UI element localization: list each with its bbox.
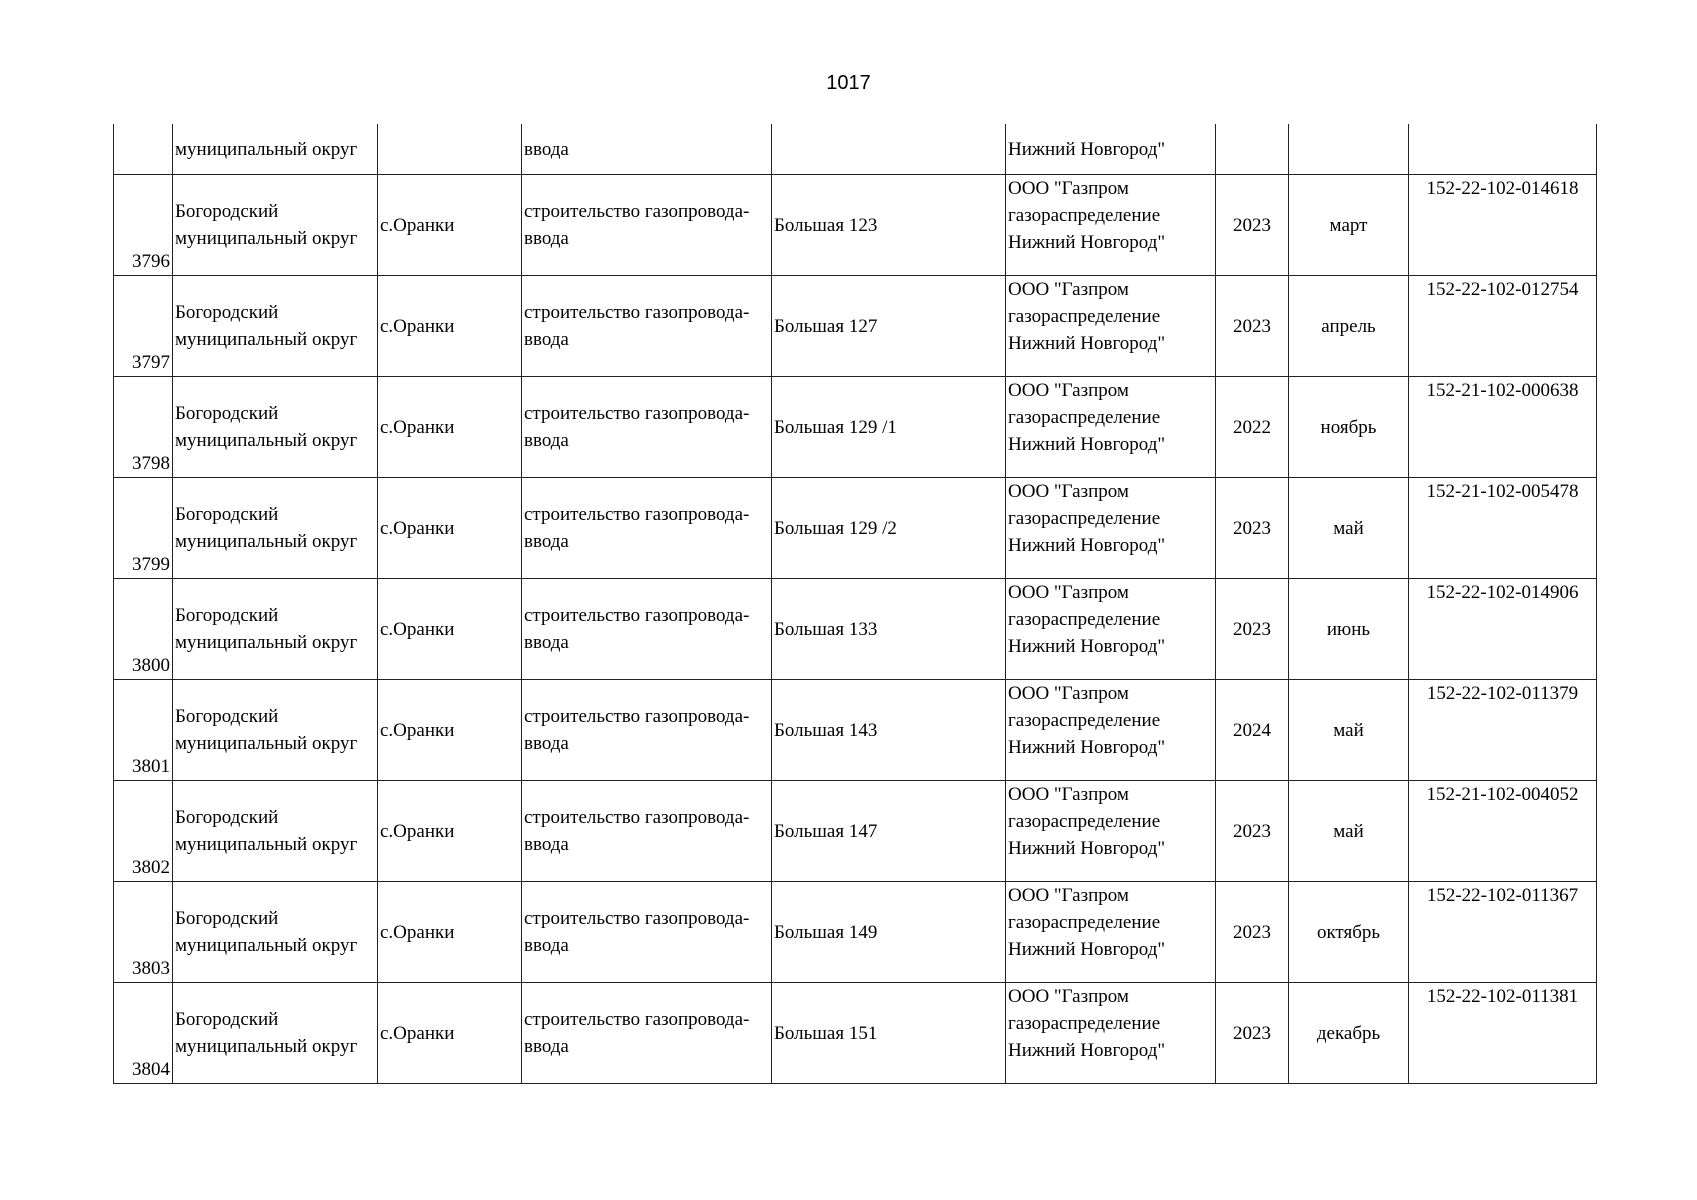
cell-locality: с.Оранки [378, 882, 522, 983]
cell-year [1216, 124, 1289, 175]
cell-address: Большая 151 [772, 983, 1006, 1084]
cell-month: июнь [1289, 579, 1409, 680]
cell-district-line: Богородский [175, 807, 279, 828]
cell-year: 2023 [1216, 781, 1289, 882]
cell-num: 3797 [114, 276, 173, 377]
cell-num: 3796 [114, 175, 173, 276]
cell-code: 152-22-102-011379 [1409, 680, 1597, 781]
cell-work [522, 175, 772, 276]
cell-district-line: муниципальный округ [175, 531, 358, 552]
cell-address: Большая 129 /1 [772, 377, 1006, 478]
cell-work [522, 882, 772, 983]
cell-work-line: ввода [524, 1036, 569, 1057]
cell-work-line: строительство газопровода- [524, 302, 750, 323]
cell-district [173, 579, 378, 680]
cell-district-line: муниципальный округ [175, 430, 358, 451]
cell-year: 2024 [1216, 680, 1289, 781]
cell-address: Большая 123 [772, 175, 1006, 276]
table-row [114, 781, 1597, 882]
cell-year: 2023 [1216, 579, 1289, 680]
cell-work-line: ввода [524, 733, 569, 754]
cell-year: 2023 [1216, 175, 1289, 276]
cell-month: май [1289, 478, 1409, 579]
cell-work-line: строительство газопровода- [524, 1009, 750, 1030]
table-row [114, 882, 1597, 983]
cell-month: декабрь [1289, 983, 1409, 1084]
cell-district-line: муниципальный округ [175, 935, 358, 956]
cell-district-line: Богородский [175, 605, 279, 626]
cell-org-line: газораспределение [1008, 811, 1161, 832]
cell-num: 3800 [114, 579, 173, 680]
cell-code: 152-21-102-000638 [1409, 377, 1597, 478]
cell-district [173, 680, 378, 781]
page-number: 1017 [826, 72, 871, 94]
cell-work-line: строительство газопровода- [524, 706, 750, 727]
cell-work-line: строительство газопровода- [524, 807, 750, 828]
cell-org [1006, 377, 1216, 478]
cell-district-line: муниципальный округ [175, 834, 358, 855]
cell-locality: с.Оранки [378, 377, 522, 478]
cell-district [173, 983, 378, 1084]
cell-org-line: ООО "Газпром [1008, 582, 1129, 603]
cell-work-line: ввода [524, 228, 569, 249]
cell-district: муниципальный округ [173, 124, 378, 175]
cell-org-line: ООО "Газпром [1008, 380, 1129, 401]
cell-district-line: муниципальный округ [175, 1036, 358, 1057]
cell-work-line: строительство газопровода- [524, 605, 750, 626]
cell-district [173, 478, 378, 579]
cell-address [772, 124, 1006, 175]
cell-code: 152-22-102-011381 [1409, 983, 1597, 1084]
cell-num: 3799 [114, 478, 173, 579]
cell-work: ввода [522, 124, 772, 175]
table-row [114, 276, 1597, 377]
table-row [114, 377, 1597, 478]
cell-code: 152-22-102-014906 [1409, 579, 1597, 680]
cell-district-line: Богородский [175, 403, 279, 424]
cell-locality: с.Оранки [378, 276, 522, 377]
cell-month: апрель [1289, 276, 1409, 377]
cell-org-line: газораспределение [1008, 609, 1161, 630]
cell-org-line: газораспределение [1008, 306, 1161, 327]
cell-org [1006, 175, 1216, 276]
cell-address: Большая 149 [772, 882, 1006, 983]
cell-org [1006, 983, 1216, 1084]
cell-org [1006, 276, 1216, 377]
cell-code: 152-22-102-011367 [1409, 882, 1597, 983]
cell-district-line: Богородский [175, 302, 279, 323]
cell-org [1006, 882, 1216, 983]
cell-org-line: ООО "Газпром [1008, 784, 1129, 805]
cell-district [173, 377, 378, 478]
cell-org-line: ООО "Газпром [1008, 986, 1129, 1007]
cell-org-line: газораспределение [1008, 407, 1161, 428]
cell-work-line: строительство газопровода- [524, 908, 750, 929]
cell-district [173, 882, 378, 983]
cell-year: 2023 [1216, 882, 1289, 983]
cell-work-line: ввода [524, 632, 569, 653]
table-row [114, 579, 1597, 680]
cell-locality: с.Оранки [378, 781, 522, 882]
cell-org [1006, 579, 1216, 680]
cell-work [522, 276, 772, 377]
cell-address: Большая 143 [772, 680, 1006, 781]
cell-month: ноябрь [1289, 377, 1409, 478]
cell-district-line: муниципальный округ [175, 632, 358, 653]
cell-month [1289, 124, 1409, 175]
cell-district-line: Богородский [175, 908, 279, 929]
cell-year: 2023 [1216, 478, 1289, 579]
cell-org [1006, 478, 1216, 579]
cell-district-line: муниципальный округ [175, 329, 358, 350]
cell-work-line: ввода [524, 834, 569, 855]
cell-org-line: ООО "Газпром [1008, 481, 1129, 502]
cell-num [114, 124, 173, 175]
cell-num: 3802 [114, 781, 173, 882]
cell-district-line: Богородский [175, 201, 279, 222]
cell-num: 3804 [114, 983, 173, 1084]
cell-locality: с.Оранки [378, 579, 522, 680]
cell-work [522, 579, 772, 680]
cell-district [173, 276, 378, 377]
cell-org-line: Нижний Новгород" [1008, 535, 1166, 556]
cell-district-line: Богородский [175, 706, 279, 727]
cell-district-line: Богородский [175, 504, 279, 525]
cell-year: 2023 [1216, 276, 1289, 377]
cell-address: Большая 133 [772, 579, 1006, 680]
cell-year: 2022 [1216, 377, 1289, 478]
cell-org-line: Нижний Новгород" [1008, 838, 1166, 859]
cell-locality [378, 124, 522, 175]
cell-num: 3803 [114, 882, 173, 983]
cell-locality: с.Оранки [378, 175, 522, 276]
cell-org-line: ООО "Газпром [1008, 683, 1129, 704]
cell-month: март [1289, 175, 1409, 276]
cell-num: 3798 [114, 377, 173, 478]
cell-org-line: Нижний Новгород" [1008, 636, 1166, 657]
cell-org-line: газораспределение [1008, 1013, 1161, 1034]
cell-work-line: ввода [524, 935, 569, 956]
cell-code: 152-22-102-012754 [1409, 276, 1597, 377]
cell-code: 152-22-102-014618 [1409, 175, 1597, 276]
cell-work [522, 983, 772, 1084]
cell-org-line: ООО "Газпром [1008, 279, 1129, 300]
cell-district-line: муниципальный округ [175, 228, 358, 249]
cell-org-line: газораспределение [1008, 912, 1161, 933]
cell-work [522, 478, 772, 579]
cell-year: 2023 [1216, 983, 1289, 1084]
cell-work [522, 680, 772, 781]
cell-org: Нижний Новгород" [1006, 124, 1216, 175]
cell-code: 152-21-102-005478 [1409, 478, 1597, 579]
cell-district-line: Богородский [175, 1009, 279, 1030]
cell-org [1006, 680, 1216, 781]
cell-address: Большая 127 [772, 276, 1006, 377]
cell-address: Большая 129 /2 [772, 478, 1006, 579]
cell-district [173, 781, 378, 882]
table-row [114, 680, 1597, 781]
table-row-continuation [114, 124, 1597, 175]
cell-address: Большая 147 [772, 781, 1006, 882]
cell-code: 152-21-102-004052 [1409, 781, 1597, 882]
cell-work-line: ввода [524, 430, 569, 451]
cell-work [522, 377, 772, 478]
table-row [114, 478, 1597, 579]
cell-code [1409, 124, 1597, 175]
cell-work-line: строительство газопровода- [524, 403, 750, 424]
cell-org-line: Нижний Новгород" [1008, 434, 1166, 455]
cell-locality: с.Оранки [378, 983, 522, 1084]
registry-table [113, 124, 1597, 1084]
cell-org-line: газораспределение [1008, 508, 1161, 529]
cell-district [173, 175, 378, 276]
cell-org-line: Нижний Новгород" [1008, 737, 1166, 758]
cell-org-line: ООО "Газпром [1008, 178, 1129, 199]
cell-work-line: ввода [524, 329, 569, 350]
cell-locality: с.Оранки [378, 680, 522, 781]
cell-work [522, 781, 772, 882]
cell-district-line: муниципальный округ [175, 733, 358, 754]
cell-org-line: газораспределение [1008, 710, 1161, 731]
cell-work-line: строительство газопровода- [524, 201, 750, 222]
cell-org-line: газораспределение [1008, 205, 1161, 226]
table-row [114, 175, 1597, 276]
cell-month: май [1289, 781, 1409, 882]
cell-org-line: Нижний Новгород" [1008, 232, 1166, 253]
table-row [114, 983, 1597, 1084]
cell-org-line: Нижний Новгород" [1008, 1040, 1166, 1061]
table-body [114, 124, 1597, 1084]
cell-month: октябрь [1289, 882, 1409, 983]
cell-work-line: ввода [524, 531, 569, 552]
cell-org [1006, 781, 1216, 882]
cell-org-line: Нижний Новгород" [1008, 333, 1166, 354]
cell-num: 3801 [114, 680, 173, 781]
cell-org-line: ООО "Газпром [1008, 885, 1129, 906]
cell-org-line: Нижний Новгород" [1008, 939, 1166, 960]
cell-work-line: строительство газопровода- [524, 504, 750, 525]
cell-month: май [1289, 680, 1409, 781]
cell-locality: с.Оранки [378, 478, 522, 579]
